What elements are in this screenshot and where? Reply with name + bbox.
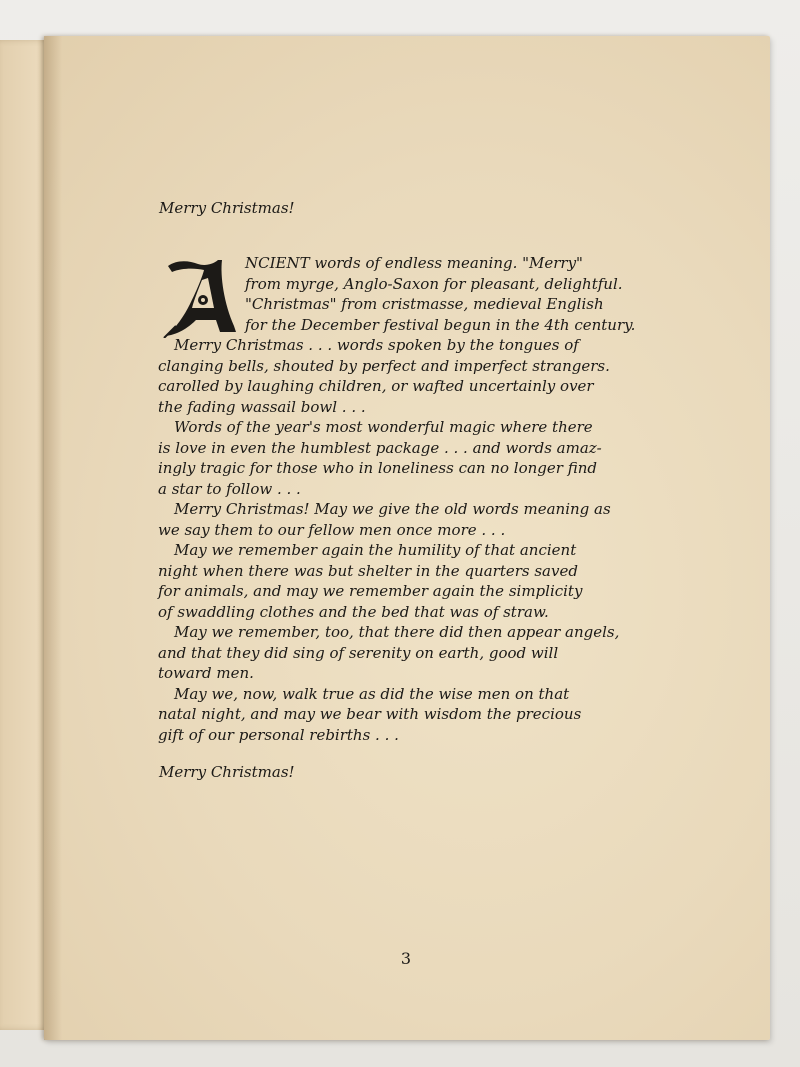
text-line: May we remember again the humility of that ancient	[174, 541, 577, 559]
text-line: for animals, and may we remember again the simplicity	[158, 582, 583, 600]
text-line: Words of the year's most wonderful magic where there	[174, 418, 593, 436]
text-line: from myrge, Anglo-Saxon for pleasant, delightful.	[245, 275, 623, 293]
body-text	[44, 36, 770, 1040]
page-number: 3	[400, 949, 412, 968]
text-line: night when there was but shelter in the quarters saved	[158, 562, 578, 580]
text-line: the fading wassail bowl . . .	[158, 398, 366, 416]
text-line: and that they did sing of serenity on earth, good will	[158, 644, 559, 662]
text-line: toward men.	[158, 664, 254, 682]
closing: Merry Christmas!	[159, 763, 295, 781]
text-line: gift of our personal rebirths . . .	[158, 726, 399, 744]
greeting: Merry Christmas!	[159, 199, 295, 217]
text-line: for the December festival begun in the 4th century.	[245, 316, 636, 334]
text-line: a star to follow . . .	[158, 480, 301, 498]
booklet-page	[44, 36, 770, 1040]
text-line: of swaddling clothes and the bed that was of straw.	[158, 603, 549, 621]
text-line: May we remember, too, that there did then appear angels,	[174, 623, 620, 641]
text-line: ingly tragic for those who in loneliness can no longer find	[158, 459, 597, 477]
text-line: carolled by laughing children, or wafted uncertainly over	[158, 377, 594, 395]
text-line: natal night, and may we bear with wisdom the precious	[158, 705, 582, 723]
text-line: Merry Christmas! May we give the old words meaning as	[174, 500, 611, 518]
text-line: May we, now, walk true as did the wise men on that	[174, 685, 570, 703]
text-line: Merry Christmas . . . words spoken by the tongues of	[174, 336, 579, 354]
text-line: clanging bells, shouted by perfect and imperfect strangers.	[158, 357, 610, 375]
text-line: "Christmas" from cristmasse, medieval English	[245, 295, 604, 313]
text-line: NCIENT words of endless meaning. "Merry"	[245, 254, 583, 272]
text-line: we say them to our fellow men once more . . .	[158, 521, 506, 539]
text-line: is love in even the humblest package . . . and words amaz-	[158, 439, 602, 457]
